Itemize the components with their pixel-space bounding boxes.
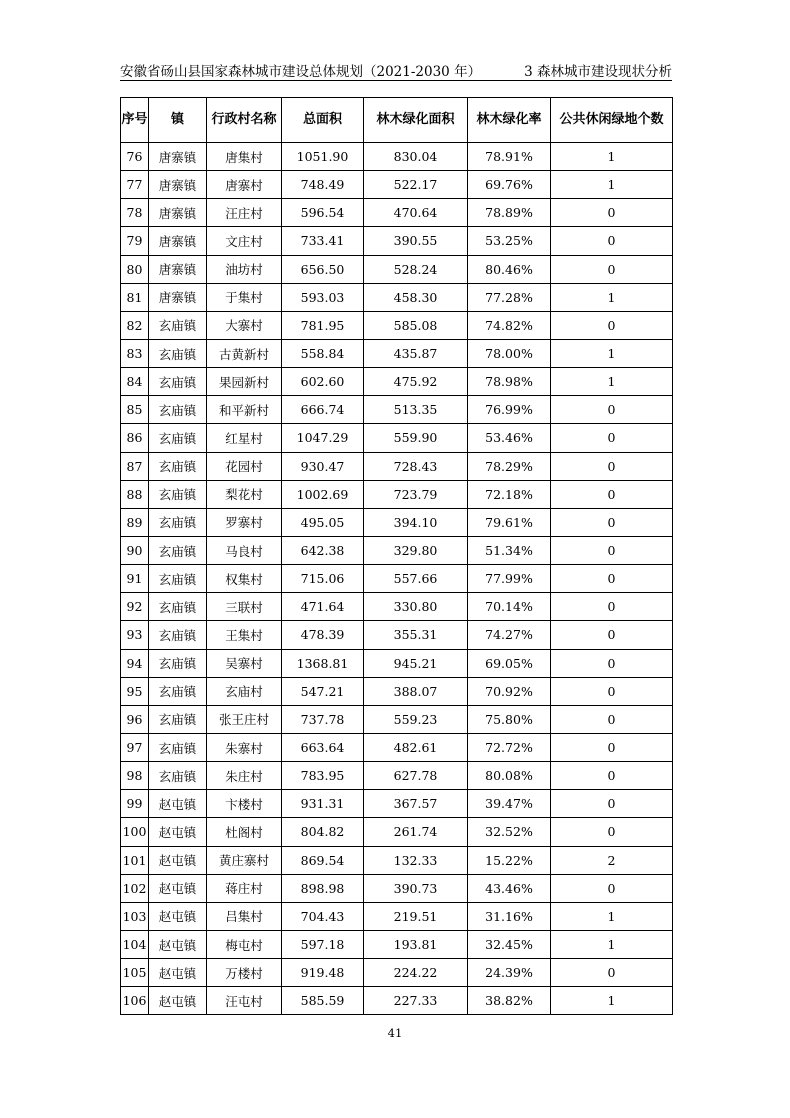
cell-greening-rate: 70.14%	[468, 593, 551, 621]
page-number: 41	[387, 1026, 403, 1040]
header-document-title: 安徽省砀山县国家森林城市建设总体规划（2021-2030 年）	[120, 64, 482, 80]
cell-greening-area: 390.73	[364, 874, 468, 902]
cell-greening-rate: 78.91%	[468, 143, 551, 171]
cell-total-area: 596.54	[282, 199, 364, 227]
cell-greening-rate: 39.47%	[468, 790, 551, 818]
cell-seq: 81	[121, 283, 149, 311]
cell-town: 玄庙镇	[149, 396, 207, 424]
cell-town: 玄庙镇	[149, 368, 207, 396]
cell-total-area: 704.43	[282, 902, 364, 930]
header-section-title: 3 森林城市建设现状分析	[524, 64, 672, 80]
cell-town: 玄庙镇	[149, 339, 207, 367]
cell-greening-rate: 32.52%	[468, 818, 551, 846]
cell-total-area: 748.49	[282, 171, 364, 199]
cell-town: 玄庙镇	[149, 452, 207, 480]
cell-greening-area: 945.21	[364, 649, 468, 677]
cell-greening-area: 458.30	[364, 283, 468, 311]
cell-town: 赵屯镇	[149, 987, 207, 1015]
cell-seq: 100	[121, 818, 149, 846]
cell-greening-area: 329.80	[364, 536, 468, 564]
cell-total-area: 737.78	[282, 705, 364, 733]
cell-greening-area: 528.24	[364, 255, 468, 283]
cell-greening-area: 627.78	[364, 762, 468, 790]
cell-village: 大寨村	[207, 311, 282, 339]
table-row	[121, 790, 673, 818]
cell-greening-area: 367.57	[364, 790, 468, 818]
cell-seq: 96	[121, 705, 149, 733]
cell-town: 玄庙镇	[149, 621, 207, 649]
table-row	[121, 199, 673, 227]
cell-seq: 93	[121, 621, 149, 649]
cell-greening-area: 475.92	[364, 368, 468, 396]
cell-seq: 86	[121, 424, 149, 452]
cell-seq: 95	[121, 677, 149, 705]
cell-town: 玄庙镇	[149, 733, 207, 761]
cell-green-space-count: 0	[551, 762, 673, 790]
table-row	[121, 536, 673, 564]
cell-total-area: 733.41	[282, 227, 364, 255]
cell-greening-area: 390.55	[364, 227, 468, 255]
cell-total-area: 898.98	[282, 874, 364, 902]
cell-town: 赵屯镇	[149, 959, 207, 987]
cell-seq: 91	[121, 565, 149, 593]
cell-greening-rate: 77.99%	[468, 565, 551, 593]
cell-seq: 77	[121, 171, 149, 199]
table-row	[121, 311, 673, 339]
cell-total-area: 471.64	[282, 593, 364, 621]
cell-total-area: 602.60	[282, 368, 364, 396]
cell-green-space-count: 0	[551, 874, 673, 902]
cell-town: 唐寨镇	[149, 143, 207, 171]
cell-village: 花园村	[207, 452, 282, 480]
cell-village: 梨花村	[207, 480, 282, 508]
cell-total-area: 495.05	[282, 508, 364, 536]
cell-seq: 106	[121, 987, 149, 1015]
cell-total-area: 593.03	[282, 283, 364, 311]
cell-village: 卞楼村	[207, 790, 282, 818]
cell-town: 唐寨镇	[149, 171, 207, 199]
cell-village: 马良村	[207, 536, 282, 564]
cell-seq: 103	[121, 902, 149, 930]
cell-village: 王集村	[207, 621, 282, 649]
cell-seq: 104	[121, 930, 149, 958]
cell-village: 权集村	[207, 565, 282, 593]
table-row	[121, 733, 673, 761]
cell-greening-rate: 78.98%	[468, 368, 551, 396]
cell-seq: 92	[121, 593, 149, 621]
cell-total-area: 1368.81	[282, 649, 364, 677]
cell-village: 红星村	[207, 424, 282, 452]
cell-seq: 102	[121, 874, 149, 902]
cell-town: 玄庙镇	[149, 705, 207, 733]
cell-village: 唐集村	[207, 143, 282, 171]
cell-green-space-count: 0	[551, 311, 673, 339]
table-row	[121, 565, 673, 593]
cell-total-area: 547.21	[282, 677, 364, 705]
cell-green-space-count: 1	[551, 902, 673, 930]
cell-village: 文庄村	[207, 227, 282, 255]
cell-town: 唐寨镇	[149, 255, 207, 283]
cell-greening-area: 728.43	[364, 452, 468, 480]
cell-village: 三联村	[207, 593, 282, 621]
cell-town: 赵屯镇	[149, 902, 207, 930]
table-row	[121, 705, 673, 733]
table-row	[121, 508, 673, 536]
cell-greening-area: 193.81	[364, 930, 468, 958]
cell-greening-rate: 31.16%	[468, 902, 551, 930]
cell-total-area: 919.48	[282, 959, 364, 987]
cell-seq: 79	[121, 227, 149, 255]
cell-greening-rate: 53.25%	[468, 227, 551, 255]
cell-green-space-count: 0	[551, 593, 673, 621]
cell-town: 赵屯镇	[149, 874, 207, 902]
table-row	[121, 874, 673, 902]
cell-greening-area: 227.33	[364, 987, 468, 1015]
cell-village: 杜阁村	[207, 818, 282, 846]
cell-village: 古黄新村	[207, 339, 282, 367]
cell-greening-area: 132.33	[364, 846, 468, 874]
cell-seq: 97	[121, 733, 149, 761]
table-row	[121, 396, 673, 424]
cell-town: 玄庙镇	[149, 480, 207, 508]
cell-village: 油坊村	[207, 255, 282, 283]
cell-village: 吕集村	[207, 902, 282, 930]
cell-total-area: 804.82	[282, 818, 364, 846]
col-header-greening-area: 林木绿化面积	[364, 98, 468, 143]
table-row	[121, 368, 673, 396]
cell-town: 唐寨镇	[149, 283, 207, 311]
table-row	[121, 255, 673, 283]
cell-greening-rate: 70.92%	[468, 677, 551, 705]
col-header-total-area: 总面积	[282, 98, 364, 143]
cell-greening-rate: 51.34%	[468, 536, 551, 564]
cell-total-area: 869.54	[282, 846, 364, 874]
cell-greening-area: 388.07	[364, 677, 468, 705]
cell-green-space-count: 0	[551, 818, 673, 846]
cell-green-space-count: 0	[551, 199, 673, 227]
cell-total-area: 656.50	[282, 255, 364, 283]
cell-town: 唐寨镇	[149, 199, 207, 227]
cell-greening-rate: 74.27%	[468, 621, 551, 649]
cell-seq: 98	[121, 762, 149, 790]
cell-total-area: 1047.29	[282, 424, 364, 452]
cell-town: 玄庙镇	[149, 508, 207, 536]
cell-greening-area: 482.61	[364, 733, 468, 761]
cell-greening-rate: 78.00%	[468, 339, 551, 367]
cell-total-area: 666.74	[282, 396, 364, 424]
table-row	[121, 339, 673, 367]
cell-green-space-count: 0	[551, 733, 673, 761]
cell-greening-rate: 75.80%	[468, 705, 551, 733]
cell-town: 玄庙镇	[149, 536, 207, 564]
table-row	[121, 452, 673, 480]
cell-total-area: 781.95	[282, 311, 364, 339]
cell-village: 果园新村	[207, 368, 282, 396]
cell-greening-area: 330.80	[364, 593, 468, 621]
cell-town: 玄庙镇	[149, 311, 207, 339]
cell-village: 唐寨村	[207, 171, 282, 199]
cell-greening-area: 585.08	[364, 311, 468, 339]
cell-village: 于集村	[207, 283, 282, 311]
cell-total-area: 597.18	[282, 930, 364, 958]
cell-village: 梅屯村	[207, 930, 282, 958]
table-row	[121, 227, 673, 255]
cell-town: 玄庙镇	[149, 424, 207, 452]
cell-total-area: 585.59	[282, 987, 364, 1015]
cell-green-space-count: 1	[551, 283, 673, 311]
cell-greening-area: 513.35	[364, 396, 468, 424]
cell-greening-rate: 53.46%	[468, 424, 551, 452]
cell-greening-area: 830.04	[364, 143, 468, 171]
cell-village: 朱寨村	[207, 733, 282, 761]
cell-village: 黄庄寨村	[207, 846, 282, 874]
table-row	[121, 480, 673, 508]
cell-town: 玄庙镇	[149, 762, 207, 790]
cell-total-area: 1002.69	[282, 480, 364, 508]
cell-green-space-count: 0	[551, 255, 673, 283]
cell-seq: 85	[121, 396, 149, 424]
col-header-village: 行政村名称	[207, 98, 282, 143]
cell-greening-rate: 78.29%	[468, 452, 551, 480]
cell-seq: 83	[121, 339, 149, 367]
cell-seq: 94	[121, 649, 149, 677]
table-body	[121, 143, 673, 1015]
table-row	[121, 283, 673, 311]
cell-town: 赵屯镇	[149, 790, 207, 818]
cell-greening-area: 394.10	[364, 508, 468, 536]
table-row	[121, 846, 673, 874]
cell-green-space-count: 0	[551, 452, 673, 480]
table-row	[121, 902, 673, 930]
cell-green-space-count: 0	[551, 621, 673, 649]
cell-total-area: 783.95	[282, 762, 364, 790]
table-row	[121, 424, 673, 452]
cell-greening-area: 355.31	[364, 621, 468, 649]
col-header-town: 镇	[149, 98, 207, 143]
cell-seq: 80	[121, 255, 149, 283]
cell-village: 汪屯村	[207, 987, 282, 1015]
cell-green-space-count: 1	[551, 368, 673, 396]
table-row	[121, 621, 673, 649]
cell-green-space-count: 0	[551, 677, 673, 705]
cell-green-space-count: 1	[551, 171, 673, 199]
table-row	[121, 649, 673, 677]
cell-greening-rate: 69.05%	[468, 649, 551, 677]
cell-total-area: 931.31	[282, 790, 364, 818]
cell-green-space-count: 1	[551, 987, 673, 1015]
cell-green-space-count: 0	[551, 508, 673, 536]
cell-town: 赵屯镇	[149, 930, 207, 958]
cell-greening-area: 559.90	[364, 424, 468, 452]
cell-green-space-count: 0	[551, 959, 673, 987]
cell-seq: 78	[121, 199, 149, 227]
cell-village: 朱庄村	[207, 762, 282, 790]
cell-green-space-count: 0	[551, 424, 673, 452]
cell-greening-rate: 77.28%	[468, 283, 551, 311]
cell-greening-rate: 72.18%	[468, 480, 551, 508]
table-row	[121, 930, 673, 958]
village-greening-table	[120, 97, 673, 1015]
col-header-seq: 序号	[121, 98, 149, 143]
table-header-row	[121, 98, 673, 143]
cell-green-space-count: 1	[551, 143, 673, 171]
cell-green-space-count: 0	[551, 790, 673, 818]
cell-green-space-count: 0	[551, 536, 673, 564]
cell-greening-rate: 74.82%	[468, 311, 551, 339]
cell-total-area: 663.64	[282, 733, 364, 761]
table-row	[121, 959, 673, 987]
cell-greening-area: 224.22	[364, 959, 468, 987]
cell-greening-rate: 15.22%	[468, 846, 551, 874]
table-row	[121, 677, 673, 705]
cell-town: 赵屯镇	[149, 846, 207, 874]
cell-green-space-count: 0	[551, 705, 673, 733]
cell-greening-area: 557.66	[364, 565, 468, 593]
cell-green-space-count: 0	[551, 396, 673, 424]
cell-village: 汪庄村	[207, 199, 282, 227]
cell-town: 玄庙镇	[149, 593, 207, 621]
cell-village: 张王庄村	[207, 705, 282, 733]
table-row	[121, 987, 673, 1015]
cell-village: 罗寨村	[207, 508, 282, 536]
cell-greening-rate: 76.99%	[468, 396, 551, 424]
cell-total-area: 1051.90	[282, 143, 364, 171]
cell-village: 蒋庄村	[207, 874, 282, 902]
cell-green-space-count: 0	[551, 649, 673, 677]
cell-total-area: 930.47	[282, 452, 364, 480]
table-row	[121, 143, 673, 171]
cell-town: 唐寨镇	[149, 227, 207, 255]
cell-greening-rate: 69.76%	[468, 171, 551, 199]
cell-total-area: 642.38	[282, 536, 364, 564]
cell-seq: 105	[121, 959, 149, 987]
cell-town: 赵屯镇	[149, 818, 207, 846]
cell-seq: 87	[121, 452, 149, 480]
cell-town: 玄庙镇	[149, 677, 207, 705]
cell-greening-area: 559.23	[364, 705, 468, 733]
cell-seq: 84	[121, 368, 149, 396]
cell-village: 玄庙村	[207, 677, 282, 705]
cell-seq: 99	[121, 790, 149, 818]
cell-greening-area: 470.64	[364, 199, 468, 227]
cell-seq: 90	[121, 536, 149, 564]
cell-greening-area: 522.17	[364, 171, 468, 199]
cell-greening-rate: 79.61%	[468, 508, 551, 536]
cell-greening-rate: 24.39%	[468, 959, 551, 987]
cell-greening-rate: 78.89%	[468, 199, 551, 227]
cell-green-space-count: 0	[551, 480, 673, 508]
col-header-green-space-count: 公共休闲绿地个数	[551, 98, 673, 143]
cell-greening-rate: 32.45%	[468, 930, 551, 958]
cell-greening-area: 219.51	[364, 902, 468, 930]
table-row	[121, 171, 673, 199]
cell-total-area: 478.39	[282, 621, 364, 649]
cell-greening-rate: 80.46%	[468, 255, 551, 283]
cell-total-area: 715.06	[282, 565, 364, 593]
cell-seq: 82	[121, 311, 149, 339]
cell-village: 和平新村	[207, 396, 282, 424]
cell-greening-rate: 72.72%	[468, 733, 551, 761]
page-header	[120, 56, 672, 81]
cell-town: 玄庙镇	[149, 649, 207, 677]
table-row	[121, 818, 673, 846]
cell-greening-area: 723.79	[364, 480, 468, 508]
table-row	[121, 762, 673, 790]
cell-town: 玄庙镇	[149, 565, 207, 593]
cell-green-space-count: 2	[551, 846, 673, 874]
cell-greening-area: 435.87	[364, 339, 468, 367]
cell-village: 吴寨村	[207, 649, 282, 677]
col-header-greening-rate: 林木绿化率	[468, 98, 551, 143]
cell-seq: 76	[121, 143, 149, 171]
cell-greening-area: 261.74	[364, 818, 468, 846]
cell-total-area: 558.84	[282, 339, 364, 367]
cell-seq: 89	[121, 508, 149, 536]
cell-greening-rate: 80.08%	[468, 762, 551, 790]
cell-green-space-count: 0	[551, 227, 673, 255]
cell-greening-rate: 38.82%	[468, 987, 551, 1015]
cell-seq: 101	[121, 846, 149, 874]
cell-seq: 88	[121, 480, 149, 508]
cell-green-space-count: 1	[551, 339, 673, 367]
table-row	[121, 593, 673, 621]
cell-green-space-count: 0	[551, 565, 673, 593]
cell-village: 万楼村	[207, 959, 282, 987]
cell-greening-rate: 43.46%	[468, 874, 551, 902]
cell-green-space-count: 1	[551, 930, 673, 958]
